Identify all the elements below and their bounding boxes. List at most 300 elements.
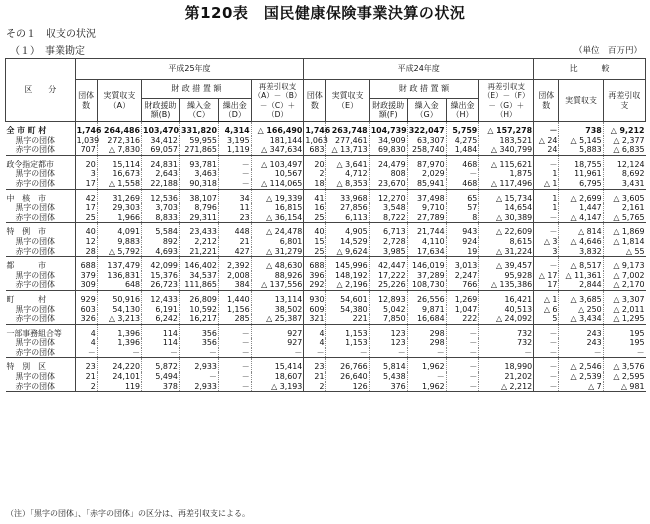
cell: 929	[75, 290, 97, 304]
cell: 18	[304, 179, 326, 189]
cell: 6,191	[142, 305, 180, 315]
table-row	[6, 348, 646, 358]
cell: 1,962	[407, 358, 446, 372]
header-year25: 平成25年度	[75, 59, 304, 80]
row-label: 中 核 市	[6, 189, 76, 203]
cell: 18,755	[559, 155, 603, 169]
cell: －	[534, 122, 559, 136]
cell: －	[534, 348, 559, 358]
cell: △ 1	[534, 179, 559, 189]
cell: 34,537	[179, 271, 218, 281]
cell: －	[534, 223, 559, 237]
cell: 21,202	[479, 372, 534, 382]
cell: △ 3,641	[326, 155, 369, 169]
cell: －	[534, 372, 559, 382]
cell: 40	[75, 223, 97, 237]
table-row	[6, 247, 646, 257]
header-fiscal-25: 財 政 措 置 額	[142, 80, 252, 99]
cell: 24,479	[369, 155, 407, 169]
cell: 42	[75, 189, 97, 203]
cell: △ 3,193	[251, 382, 304, 392]
cell: 23	[304, 358, 326, 372]
cell: －	[479, 348, 534, 358]
cell: △ 8,517	[559, 257, 603, 271]
cell: △ 19,339	[251, 189, 304, 203]
cell: △ 39,457	[479, 257, 534, 271]
cell: △ 24	[534, 136, 559, 146]
cell: 3,463	[179, 169, 218, 179]
cell: 14,529	[326, 237, 369, 247]
cell: 18,990	[479, 358, 534, 372]
cell: 448	[218, 223, 251, 237]
row-label: 黒字の団体	[6, 271, 76, 281]
cell: 272,316	[97, 136, 141, 146]
cell: △ 115,621	[479, 155, 534, 169]
cell: －	[446, 324, 479, 338]
header-count-24: 団体数	[304, 80, 326, 122]
cell: 5,872	[142, 358, 180, 372]
header-compare-actual: 実質収支	[559, 80, 603, 122]
cell: △ 2,212	[479, 382, 534, 392]
cell: 21,744	[407, 223, 446, 237]
cell: 683	[304, 145, 326, 155]
cell: 26,556	[407, 290, 446, 304]
cell: △ 25,387	[251, 314, 304, 324]
cell: 2,008	[218, 271, 251, 281]
cell: 88,926	[251, 271, 304, 281]
cell: 322,047	[407, 122, 446, 136]
cell: 6,795	[559, 179, 603, 189]
table-row	[6, 223, 646, 237]
cell: －	[534, 213, 559, 223]
cell: △ 2,170	[603, 280, 645, 290]
cell: 8,615	[479, 237, 534, 247]
cell: 3,195	[218, 136, 251, 146]
table-row	[6, 145, 646, 155]
cell: 59,955	[179, 136, 218, 146]
cell: △ 3,576	[603, 358, 645, 372]
cell: 40	[304, 223, 326, 237]
subsection-heading: （１） 事業勘定	[10, 46, 85, 57]
header-category: 区 分	[6, 59, 76, 122]
cell: 181,144	[251, 136, 304, 146]
cell: 808	[369, 169, 407, 179]
cell: －	[446, 338, 479, 348]
cell: 25,226	[369, 280, 407, 290]
cell: 1,966	[97, 213, 141, 223]
cell: 1,396	[97, 324, 141, 338]
cell: △ 2,539	[559, 372, 603, 382]
cell: 1,875	[479, 169, 534, 179]
cell: 376	[369, 382, 407, 392]
cell: 54,130	[97, 305, 141, 315]
row-label: 黒字の団体	[6, 305, 76, 315]
cell: △ 3,605	[603, 189, 645, 203]
cell: 2,933	[179, 358, 218, 372]
cell: 8	[446, 213, 479, 223]
cell: △ 981	[603, 382, 645, 392]
cell: 54,380	[326, 305, 369, 315]
cell: 24,831	[142, 155, 180, 169]
table-row	[6, 179, 646, 189]
header-f2-25: 繰入金（C）	[179, 99, 218, 122]
cell: 16,217	[179, 314, 218, 324]
cell: 396	[304, 271, 326, 281]
cell: 331,820	[179, 122, 218, 136]
cell: 17	[534, 280, 559, 290]
cell: 688	[75, 257, 97, 271]
cell: 3,832	[559, 247, 603, 257]
cell: －	[218, 155, 251, 169]
header-f2-24: 繰入金（G）	[407, 99, 446, 122]
cell: －	[534, 155, 559, 169]
table-row	[6, 237, 646, 247]
table-row	[6, 382, 646, 392]
cell: －	[179, 348, 218, 358]
cell: 285	[218, 314, 251, 324]
header-f1-24: 財政援助額(F)	[369, 99, 407, 122]
cell: 1,484	[446, 145, 479, 155]
cell: 25	[304, 213, 326, 223]
cell: 738	[559, 122, 603, 136]
cell: 126	[326, 382, 369, 392]
row-label: 町 村	[6, 290, 76, 304]
cell: 5,759	[446, 122, 479, 136]
cell: －	[218, 338, 251, 348]
cell: 221	[326, 314, 369, 324]
header-compare-count: 団体数	[534, 80, 559, 122]
cell: 16,673	[97, 169, 141, 179]
cell: △ 340,799	[479, 145, 534, 155]
cell: 104,739	[369, 122, 407, 136]
cell: 2,844	[559, 280, 603, 290]
cell: 8,796	[179, 203, 218, 213]
cell: △ 24,092	[479, 314, 534, 324]
cell: 1	[534, 169, 559, 179]
cell: 378	[142, 382, 180, 392]
table-row	[6, 189, 646, 203]
cell: 28	[75, 247, 97, 257]
cell: 1	[534, 189, 559, 203]
cell: －	[218, 348, 251, 358]
cell: △ 2,377	[603, 136, 645, 146]
cell: 4,905	[326, 223, 369, 237]
cell: △ 11,361	[559, 271, 603, 281]
row-label: 赤字の団体	[6, 280, 76, 290]
cell: △ 114,065	[251, 179, 304, 189]
cell: －	[446, 382, 479, 392]
cell: 34,412	[142, 136, 180, 146]
cell: －	[534, 338, 559, 348]
cell: 1,746	[304, 122, 326, 136]
cell: －	[218, 382, 251, 392]
cell: 384	[218, 280, 251, 290]
row-label: 赤字の団体	[6, 348, 76, 358]
cell: 4	[304, 324, 326, 338]
row-label: 都 市	[6, 257, 76, 271]
cell: 468	[446, 155, 479, 169]
cell: 243	[559, 324, 603, 338]
header-compare: 比 較	[534, 59, 646, 80]
cell: －	[218, 358, 251, 372]
cell: 29,311	[179, 213, 218, 223]
cell: －	[603, 348, 645, 358]
cell: △ 3	[534, 237, 559, 247]
cell: 3,431	[603, 179, 645, 189]
cell: 707	[75, 145, 97, 155]
cell: △ 8,353	[326, 179, 369, 189]
cell: 3,985	[369, 247, 407, 257]
cell: 5,494	[142, 372, 180, 382]
cell: △ 2,699	[559, 189, 603, 203]
cell: 379	[75, 271, 97, 281]
cell: 27,789	[407, 213, 446, 223]
cell: 1,153	[326, 324, 369, 338]
cell: －	[559, 348, 603, 358]
header-f1-25: 財政援助額(B)	[142, 99, 180, 122]
cell: 69,057	[142, 145, 180, 155]
cell: 41	[304, 189, 326, 203]
cell: 2,029	[407, 169, 446, 179]
cell: 277,461	[326, 136, 369, 146]
table-row	[6, 213, 646, 223]
cell: 1,047	[446, 305, 479, 315]
table-row	[6, 358, 646, 372]
cell: △ 7	[559, 382, 603, 392]
cell: 34	[218, 189, 251, 203]
cell: 5,042	[369, 305, 407, 315]
cell: 16	[304, 203, 326, 213]
cell: 356	[179, 324, 218, 338]
cell: －	[304, 348, 326, 358]
cell: 4,314	[218, 122, 251, 136]
cell: 95,928	[479, 271, 534, 281]
cell: －	[369, 348, 407, 358]
cell: 63,307	[407, 136, 446, 146]
cell: 12,270	[369, 189, 407, 203]
cell: △ 48,630	[251, 257, 304, 271]
header-recalc-25: 再差引収支（A）－（B）－（C）＋（D）	[251, 80, 304, 122]
table-row	[6, 372, 646, 382]
cell: 146,019	[407, 257, 446, 271]
cell: 20	[304, 155, 326, 169]
header-count-25: 団体数	[75, 80, 97, 122]
cell: 18,607	[251, 372, 304, 382]
cell: △ 250	[559, 305, 603, 315]
cell: －	[407, 372, 446, 382]
cell: 42,447	[369, 257, 407, 271]
table-title: 第120表 国民健康保険事業決算の状況	[184, 4, 466, 22]
cell: △ 7,002	[603, 271, 645, 281]
cell: 111,865	[179, 280, 218, 290]
row-label: 全 市 町 村	[6, 122, 76, 136]
cell: △ 7,830	[97, 145, 141, 155]
cell: △ 9,212	[603, 122, 645, 136]
cell: 16,421	[479, 290, 534, 304]
cell: 13,114	[251, 290, 304, 304]
cell: 15,414	[251, 358, 304, 372]
cell: 4,275	[446, 136, 479, 146]
cell: 1,269	[446, 290, 479, 304]
cell: －	[97, 348, 141, 358]
cell: △ 5,145	[559, 136, 603, 146]
cell: △ 31,224	[479, 247, 534, 257]
cell: 114	[142, 324, 180, 338]
cell: 688	[304, 257, 326, 271]
cell: 326	[75, 314, 97, 324]
cell: 243	[559, 338, 603, 348]
cell: △ 22,609	[479, 223, 534, 237]
cell: 9,883	[97, 237, 141, 247]
cell: △ 9,173	[603, 257, 645, 271]
row-label: 赤字の団体	[6, 179, 76, 189]
cell: 123	[369, 338, 407, 348]
finance-table	[5, 58, 646, 392]
cell: 4	[75, 324, 97, 338]
cell: 930	[304, 290, 326, 304]
cell: 3,548	[369, 203, 407, 213]
row-label: 赤字の団体	[6, 213, 76, 223]
cell: △ 15,734	[479, 189, 534, 203]
cell: 8,722	[369, 213, 407, 223]
cell: 9,871	[407, 305, 446, 315]
cell: －	[218, 169, 251, 179]
cell: △ 3,434	[559, 314, 603, 324]
cell: 5	[534, 314, 559, 324]
header-f3-25: 繰出金（D）	[218, 99, 251, 122]
cell: 11	[218, 203, 251, 213]
cell: 12,536	[142, 189, 180, 203]
cell: 6,713	[369, 223, 407, 237]
cell: 321	[304, 314, 326, 324]
cell: 148,192	[326, 271, 369, 281]
cell: 4	[304, 338, 326, 348]
cell: 5,814	[369, 358, 407, 372]
cell: 23	[218, 213, 251, 223]
cell: 1	[534, 203, 559, 213]
cell: △ 3,307	[603, 290, 645, 304]
cell: 10,592	[179, 305, 218, 315]
cell: 38,107	[179, 189, 218, 203]
table-row	[6, 203, 646, 213]
cell: 136,831	[97, 271, 141, 281]
cell: 183,521	[479, 136, 534, 146]
cell: △ 5,765	[603, 213, 645, 223]
cell: 5,438	[369, 372, 407, 382]
cell: 4	[75, 338, 97, 348]
cell: 4,091	[97, 223, 141, 237]
cell: 2	[75, 382, 97, 392]
row-label: 赤字の団体	[6, 314, 76, 324]
cell: 15	[304, 237, 326, 247]
cell: 3	[75, 169, 97, 179]
cell: 4,693	[142, 247, 180, 257]
cell: 468	[446, 179, 479, 189]
cell: △ 2,011	[603, 305, 645, 315]
cell: －	[142, 348, 180, 358]
cell: 10,567	[251, 169, 304, 179]
cell: －	[218, 372, 251, 382]
header-f3-24: 繰出金（H）	[446, 99, 479, 122]
cell: 37,289	[407, 271, 446, 281]
cell: －	[446, 358, 479, 372]
cell: －	[446, 372, 479, 382]
cell: 50,916	[97, 290, 141, 304]
row-label: 黒字の団体	[6, 169, 76, 179]
cell: 2,933	[179, 382, 218, 392]
table-row	[6, 136, 646, 146]
cell: △ 9,624	[326, 247, 369, 257]
row-label: 黒字の団体	[6, 203, 76, 213]
cell: △ 13,713	[326, 145, 369, 155]
cell: 609	[304, 305, 326, 315]
cell: △ 30,389	[479, 213, 534, 223]
cell: 1,447	[559, 203, 603, 213]
cell: 732	[479, 324, 534, 338]
cell: △ 2,546	[559, 358, 603, 372]
cell: 7,850	[369, 314, 407, 324]
table-row	[6, 280, 646, 290]
cell: －	[407, 348, 446, 358]
table-row	[6, 338, 646, 348]
cell: 57	[446, 203, 479, 213]
header-fiscal-24: 財 政 措 置 額	[369, 80, 479, 99]
cell: 31,269	[97, 189, 141, 203]
cell: 24,220	[97, 358, 141, 372]
cell: 271,865	[179, 145, 218, 155]
cell: 15,376	[142, 271, 180, 281]
cell: －	[446, 348, 479, 358]
cell: 12	[75, 237, 97, 247]
header-compare-recalc: 再差引収支	[603, 80, 645, 122]
cell: 1,063	[305, 135, 328, 145]
cell: 87,970	[407, 155, 446, 169]
cell: △ 166,490	[251, 122, 304, 136]
cell: －	[179, 372, 218, 382]
cell: 114	[142, 338, 180, 348]
cell: 16,815	[251, 203, 304, 213]
cell: △ 4,646	[559, 237, 603, 247]
cell: 1,396	[97, 338, 141, 348]
cell: 5,883	[559, 145, 603, 155]
cell: 5,584	[142, 223, 180, 237]
cell: 258,740	[407, 145, 446, 155]
cell: 8,692	[603, 169, 645, 179]
cell: 54,601	[326, 290, 369, 304]
cell: 3	[534, 247, 559, 257]
cell: △ 55	[603, 247, 645, 257]
cell: 766	[446, 280, 479, 290]
cell: 292	[304, 280, 326, 290]
cell: △ 2,196	[326, 280, 369, 290]
table-row	[6, 155, 646, 169]
cell: 2,392	[218, 257, 251, 271]
cell: △ 4,147	[559, 213, 603, 223]
cell: 9,710	[407, 203, 446, 213]
table-row	[6, 305, 646, 315]
unit-label: （単位 百万円）	[573, 46, 642, 56]
cell: 1,156	[218, 305, 251, 315]
cell: 2	[304, 169, 326, 179]
row-label: 黒字の団体	[6, 237, 76, 247]
cell: △ 814	[559, 223, 603, 237]
cell: △ 6,835	[603, 145, 645, 155]
cell: 29,303	[97, 203, 141, 213]
cell: －	[251, 348, 304, 358]
cell: 927	[251, 324, 304, 338]
cell: 15,114	[97, 155, 141, 169]
cell: 2,247	[446, 271, 479, 281]
